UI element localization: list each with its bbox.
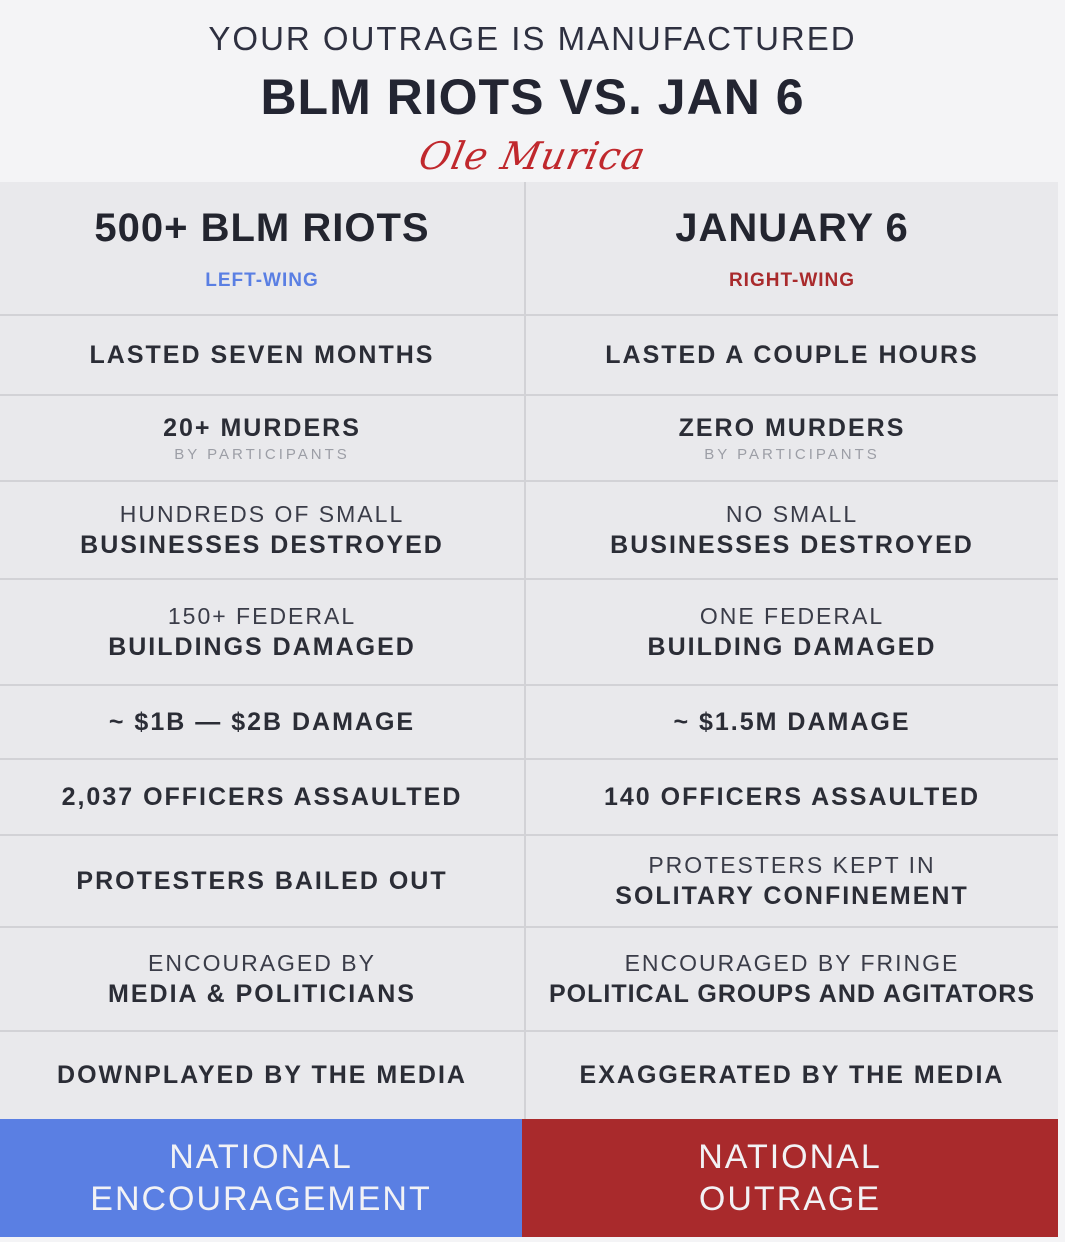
- table-row: [0, 480, 1058, 578]
- left-column-title: 500+ BLM RIOTS: [94, 206, 430, 250]
- table-row: [0, 314, 1058, 394]
- table-row: [0, 1030, 1058, 1119]
- right-cell: [526, 760, 1058, 834]
- left-wing-label: LEFT-WING: [205, 270, 319, 291]
- table-row: [0, 684, 1058, 758]
- cell-main: PROTESTERS BAILED OUT: [76, 866, 448, 895]
- cell-pre: ONE FEDERAL: [699, 602, 885, 629]
- cell-pre: NO SMALL: [725, 500, 859, 527]
- left-cell: [0, 836, 524, 926]
- cell-main: MEDIA & POLITICIANS: [108, 979, 416, 1008]
- cell-main: BUILDINGS DAMAGED: [108, 632, 416, 661]
- cell-main: BUILDING DAMAGED: [647, 632, 937, 661]
- cell-pre: PROTESTERS KEPT IN: [648, 851, 936, 878]
- cell-main: SOLITARY CONFINEMENT: [615, 881, 969, 910]
- right-column-title: JANUARY 6: [675, 206, 909, 250]
- right-cell: [526, 482, 1058, 578]
- left-cell: [0, 316, 524, 394]
- cell-main: ~ $1.5M DAMAGE: [673, 707, 911, 736]
- left-cell: [0, 580, 524, 684]
- page-title: BLM RIOTS VS. JAN 6: [260, 69, 805, 125]
- cell-main: 20+ MURDERS: [163, 414, 361, 442]
- table-row: [0, 926, 1058, 1030]
- cell-main: ZERO MURDERS: [678, 414, 906, 442]
- right-cell: [526, 396, 1058, 480]
- column-header-row: [0, 182, 1058, 314]
- left-verdict-line1: NATIONAL: [169, 1138, 353, 1176]
- right-column-header: [526, 182, 1058, 314]
- cell-main: LASTED A COUPLE HOURS: [605, 340, 979, 369]
- table-row: [0, 578, 1058, 684]
- right-verdict-line2: OUTRAGE: [698, 1180, 882, 1218]
- right-wing-label: RIGHT-WING: [728, 270, 856, 291]
- cell-main: POLITICAL GROUPS AND AGITATORS: [548, 979, 1036, 1008]
- cell-sub: BY PARTICIPANTS: [174, 446, 350, 463]
- right-cell: [526, 1032, 1058, 1119]
- kicker-text: YOUR OUTRAGE IS MANUFACTURED: [208, 20, 857, 57]
- left-cell: [0, 760, 524, 834]
- cell-pre: 150+ FEDERAL: [167, 602, 357, 629]
- right-verdict-banner: [522, 1119, 1058, 1237]
- cell-main: LASTED SEVEN MONTHS: [89, 340, 435, 369]
- cell-main: 140 OFFICERS ASSAULTED: [604, 782, 980, 811]
- left-verdict-line2: ENCOURAGEMENT: [90, 1180, 432, 1218]
- cell-pre: HUNDREDS OF SMALL: [119, 500, 405, 527]
- left-cell: [0, 1032, 524, 1119]
- right-verdict-line1: NATIONAL: [698, 1138, 882, 1176]
- table-row: [0, 758, 1058, 834]
- table-row: [0, 834, 1058, 926]
- left-verdict-banner: [0, 1119, 522, 1237]
- cell-main: EXAGGERATED BY THE MEDIA: [579, 1061, 1005, 1089]
- right-cell: [526, 836, 1058, 926]
- cell-main: BUSINESSES DESTROYED: [610, 530, 974, 559]
- left-cell: [0, 482, 524, 578]
- right-cell: [526, 316, 1058, 394]
- left-cell: [0, 686, 524, 758]
- left-cell: [0, 396, 524, 480]
- cell-main: ~ $1B — $2B DAMAGE: [108, 707, 416, 736]
- header: [0, 0, 1065, 182]
- cell-sub: BY PARTICIPANTS: [704, 446, 880, 463]
- comparison-table: [0, 182, 1058, 1119]
- brand-logo: Ole Murica: [415, 134, 650, 178]
- right-cell: [526, 686, 1058, 758]
- left-column-header: [0, 182, 524, 314]
- cell-main: DOWNPLAYED BY THE MEDIA: [57, 1061, 467, 1089]
- cell-main: BUSINESSES DESTROYED: [80, 530, 444, 559]
- cell-main: 2,037 OFFICERS ASSAULTED: [61, 782, 463, 811]
- cell-pre: ENCOURAGED BY FRINGE: [624, 949, 960, 976]
- cell-pre: ENCOURAGED BY: [148, 949, 376, 976]
- right-cell: [526, 580, 1058, 684]
- right-cell: [526, 928, 1058, 1030]
- left-cell: [0, 928, 524, 1030]
- table-row: [0, 394, 1058, 480]
